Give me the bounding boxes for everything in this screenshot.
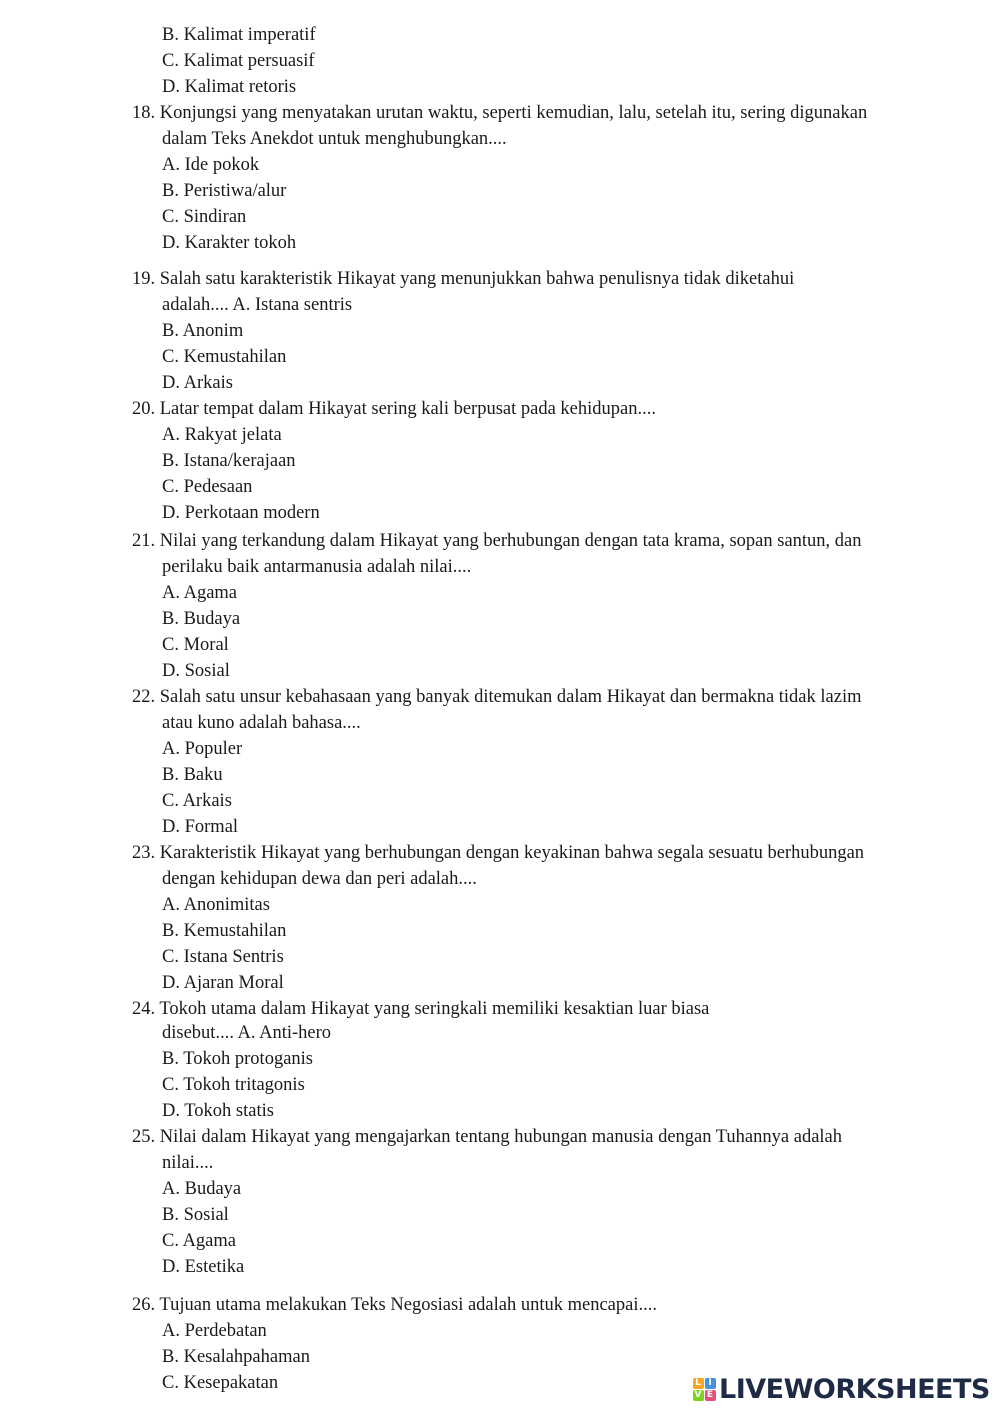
answer-option: C. Tokoh tritagonis [162, 1075, 305, 1095]
logo-grid-icon [692, 1377, 716, 1401]
question-text: 19. Salah satu karakteristik Hikayat yang menunjukkan bahwa penulisnya tidak diketahui [132, 269, 795, 289]
answer-option: D. Perkotaan modern [162, 503, 320, 523]
answer-option: C. Kesepakatan [162, 1373, 279, 1393]
question-text-continued: dalam Teks Anekdot untuk menghubungkan.... [162, 129, 507, 149]
question-text-continued: nilai.... [162, 1153, 214, 1173]
answer-option: C. Istana Sentris [162, 947, 284, 967]
answer-option: C. Agama [162, 1231, 236, 1251]
question-text: 25. Nilai dalam Hikayat yang mengajarkan tentang hubungan manusia dengan Tuhannya adalah [132, 1127, 843, 1147]
answer-option: C. Arkais [162, 791, 232, 811]
answer-option: B. Kesalahpahaman [162, 1347, 310, 1367]
liveworksheets-logo [692, 1372, 990, 1406]
answer-option: B. Anonim [162, 321, 244, 341]
logo-text: LIVEWORKSHEETS [719, 1373, 990, 1405]
answer-option: A. Ide pokok [162, 155, 260, 175]
answer-option: C. Kalimat persuasif [162, 51, 315, 71]
answer-option: D. Arkais [162, 373, 233, 393]
answer-option: A. Agama [162, 583, 238, 603]
question-text-continued: disebut.... A. Anti-hero [162, 1023, 332, 1043]
answer-option: D. Karakter tokoh [162, 233, 297, 253]
answer-option: C. Moral [162, 635, 229, 655]
logo-grid-letter: I [705, 1378, 716, 1389]
answer-option: A. Rakyat jelata [162, 425, 282, 445]
question-text: 18. Konjungsi yang menyatakan urutan waktu, seperti kemudian, lalu, setelah itu, sering digunakan [132, 103, 868, 123]
question-text-continued: atau kuno adalah bahasa.... [162, 713, 361, 733]
logo-grid-letter: V [693, 1390, 704, 1401]
answer-option: B. Sosial [162, 1205, 229, 1225]
answer-option: A. Populer [162, 739, 243, 759]
logo-grid-letter: L [693, 1378, 704, 1389]
question-text-continued: perilaku baik antarmanusia adalah nilai.... [162, 557, 472, 577]
answer-option: C. Kemustahilan [162, 347, 287, 367]
answer-option: D. Formal [162, 817, 239, 837]
answer-option: A. Budaya [162, 1179, 242, 1199]
answer-option: D. Kalimat retoris [162, 77, 297, 97]
question-text-continued: adalah.... A. Istana sentris [162, 295, 353, 315]
answer-option: C. Sindiran [162, 207, 247, 227]
answer-option: D. Tokoh statis [162, 1101, 274, 1121]
question-text: 20. Latar tempat dalam Hikayat sering kali berpusat pada kehidupan.... [132, 399, 656, 419]
answer-option: C. Pedesaan [162, 477, 253, 497]
answer-option: D. Sosial [162, 661, 230, 681]
answer-option: B. Budaya [162, 609, 241, 629]
question-text: 24. Tokoh utama dalam Hikayat yang seringkali memiliki kesaktian luar biasa [132, 999, 710, 1019]
answer-option: D. Ajaran Moral [162, 973, 284, 993]
answer-option: B. Peristiwa/alur [162, 181, 287, 201]
answer-option: D. Estetika [162, 1257, 245, 1277]
question-text: 23. Karakteristik Hikayat yang berhubungan dengan keyakinan bahwa segala sesuatu berhubungan [132, 843, 865, 863]
logo-grid-letter: E [705, 1390, 716, 1401]
answer-option: B. Istana/kerajaan [162, 451, 296, 471]
answer-option: B. Kemustahilan [162, 921, 287, 941]
answer-option: B. Tokoh protoganis [162, 1049, 313, 1069]
question-text-continued: dengan kehidupan dewa dan peri adalah.... [162, 869, 477, 889]
answer-option: B. Kalimat imperatif [162, 25, 316, 45]
question-text: 26. Tujuan utama melakukan Teks Negosiasi adalah untuk mencapai.... [132, 1295, 657, 1315]
question-text: 22. Salah satu unsur kebahasaan yang banyak ditemukan dalam Hikayat dan bermakna tidak lazim [132, 687, 862, 707]
answer-option: A. Perdebatan [162, 1321, 267, 1341]
answer-option: A. Anonimitas [162, 895, 270, 915]
question-text: 21. Nilai yang terkandung dalam Hikayat yang berhubungan dengan tata krama, sopan santun, dan [132, 531, 862, 551]
answer-option: B. Baku [162, 765, 223, 785]
